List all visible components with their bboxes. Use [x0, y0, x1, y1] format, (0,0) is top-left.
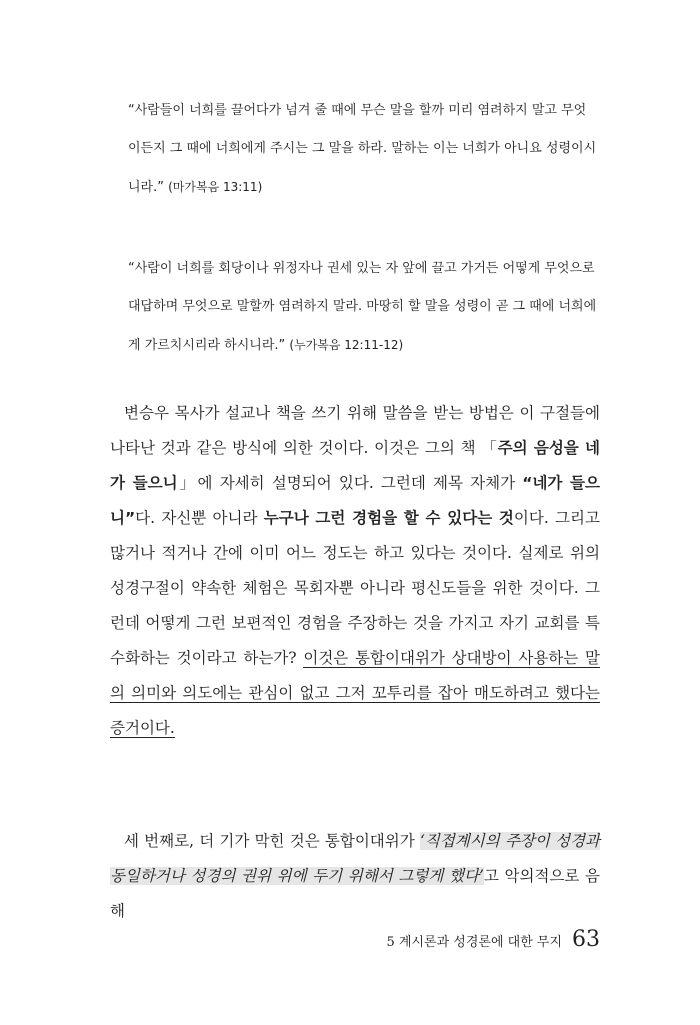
scripture-quote-luke-12-11: [128, 250, 598, 365]
body-paragraph-1: [110, 396, 600, 746]
scripture-quote-mark-13-11: [128, 92, 598, 207]
para2-text-1: 세 번째로, 더 기가 막힌 것은 통합이대위가: [124, 832, 420, 850]
para1-text-1: 변승우 목사가 설교나 책을 쓰기 위해 말씀을 받는 방법은 이 구절들에 나타난 것과 같은 방식에 의한 것이다. 이것은 그의 책 「: [110, 404, 600, 457]
key-claim-emphasis: 누구나 그런 경험을 할 수 있다는 것: [263, 509, 514, 527]
para1-text-3: 다. 자신뿐 아니라: [135, 509, 264, 527]
quote-reference: (마가복음 13:11): [168, 180, 263, 194]
quote-reference: (누가복음 12:11-12): [289, 338, 404, 352]
para2-text-2: 고 악의적으로 음해: [110, 867, 601, 920]
title-emphasis: “네가 들으니”: [110, 474, 600, 527]
para1-text-4: 이다. 그리고 많거나 적거나 간에 이미 어느 정도는 하고 있다는 것이다. 실제로 위의 성경구절이 약속한 체험은 목회자뿐 아니라 평신도들을 위한 것이다. 그런데 어떻게 그런 보편적인 경험을 주장하는 것을 가지고 자기 교회를 특수화하는 것이라고 하는가?: [110, 509, 600, 667]
quote-text: “사람들이 너희를 끌어다가 넘겨 줄 때에 무슨 말을 할까 미리 염려하지 말고 무엇이든지 그 때에 너희에게 주시는 그 말을 하라. 말하는 이는 너희가 아니요 성령이시니라.”: [128, 103, 597, 195]
page-footer: [387, 927, 601, 952]
book-title: 주의 음성을 네가 들으니: [110, 439, 600, 492]
para1-text-2: 」에 자세히 설명되어 있다. 그런데 제목 자체가: [177, 474, 523, 492]
chapter-title: 5 계시론과 성경론에 대한 무지: [386, 935, 562, 950]
page-number: 63: [572, 927, 600, 952]
body-paragraph-2: [110, 824, 600, 929]
highlighted-quote: ‘직접계시의 주장이 성경과 동일하거나 성경의 권위 위에 두기 위해서 그렇게 했다’: [110, 832, 600, 885]
quote-text: “사람이 너희를 회당이나 위정자나 권세 있는 자 앞에 끌고 가거든 어떻게 무엇으로 대답하며 무엇으로 말할까 염려하지 말라. 마땅히 할 말을 성령이 곧 그 때에 너희에게 가르치시리라 하시니라.”: [128, 261, 597, 353]
underlined-conclusion: 이것은 통합이대위가 상대방이 사용하는 말의 의미와 의도에는 관심이 없고 그저 꼬투리를 잡아 매도하려고 했다는 증거이다.: [110, 649, 600, 737]
